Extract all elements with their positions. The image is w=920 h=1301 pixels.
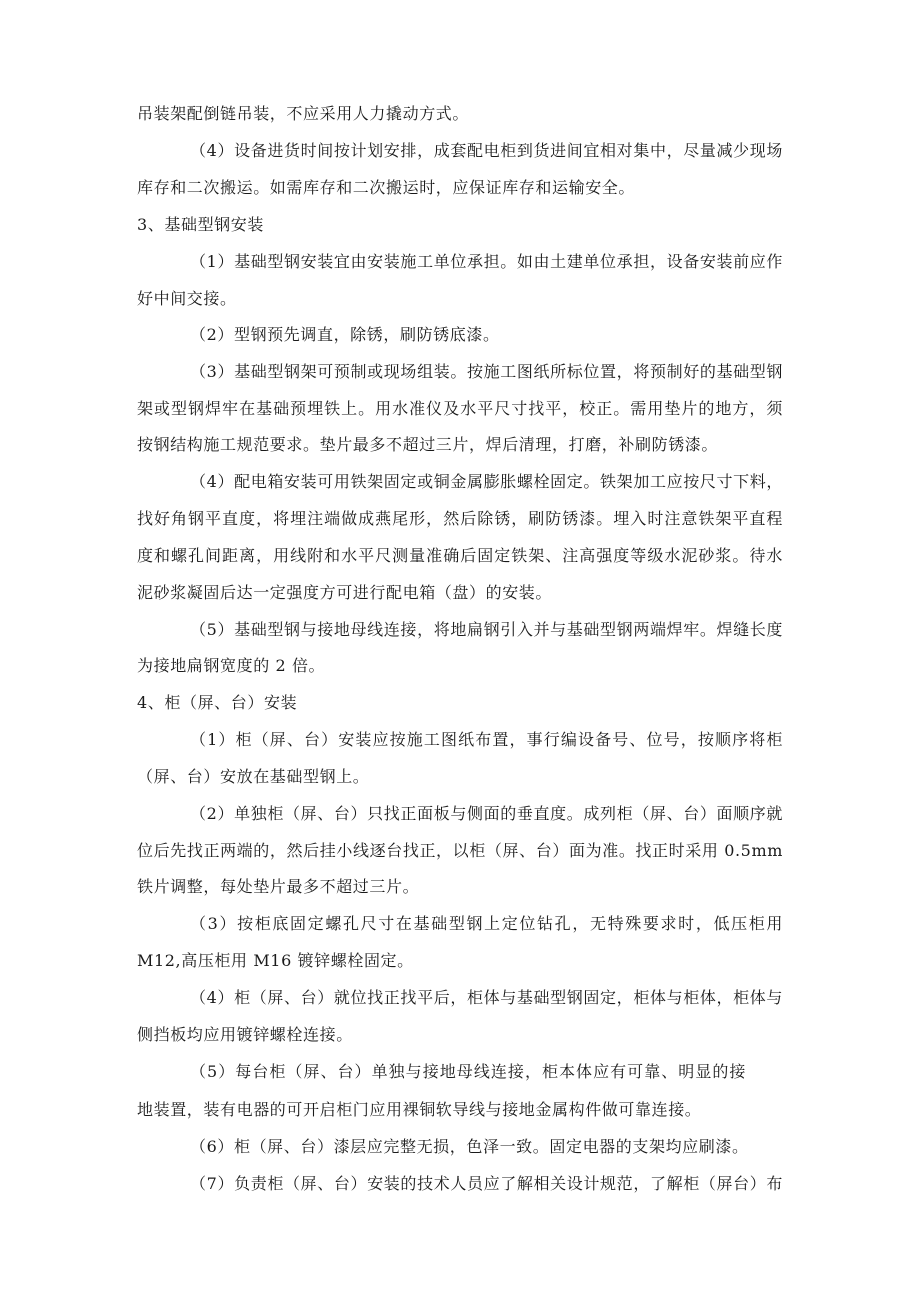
paragraph-line: （1）柜（屏、台）安装应按施工图纸布置，事行编设备号、位号，按顺序将柜 bbox=[190, 730, 783, 749]
paragraph-line: （7）负责柜（屏、台）安装的技术人员应了解相关设计规范，了解柜（屏台）布 bbox=[190, 1174, 783, 1193]
paragraph-line: （2）型钢预先调直，除锈，刷防锈底漆。 bbox=[190, 325, 500, 344]
section-heading: 4、柜（屏、台）安装 bbox=[137, 693, 298, 712]
paragraph-line: （5）每台柜（屏、台）单独与接地母线连接，柜本体应有可靠、明显的接 bbox=[190, 1062, 746, 1081]
paragraph-line: 位后先找正两端的，然后挂小线逐台找正，以柜（屏、台）面为准。找正时采用 0.5mm bbox=[137, 841, 783, 860]
paragraph-line: （4）设备进货时间按计划安排，成套配电柜到货进间宜相对集中，尽量减少现场 bbox=[190, 141, 783, 160]
paragraph-line: 泥砂浆凝固后达一定强度方可进行配电箱（盘）的安装。 bbox=[137, 583, 553, 602]
paragraph-line: 为接地扁钢宽度的 2 倍。 bbox=[137, 656, 326, 675]
paragraph-line: 度和螺孔间距离，用线附和水平尺测量准确后固定铁架、注高强度等级水泥砂浆。待水 bbox=[137, 546, 783, 565]
paragraph-line: M12,高压柜用 M16 镀锌螺栓固定。 bbox=[137, 951, 414, 970]
paragraph-line: （1）基础型钢安装宜由安装施工单位承担。如由土建单位承担，设备安装前应作 bbox=[190, 252, 783, 271]
paragraph-line: （6）柜（屏、台）漆层应完整无损，色泽一致。固定电器的支架均应刷漆。 bbox=[190, 1137, 749, 1156]
paragraph-line: 架或型钢焊牢在基础预埋铁上。用水准仪及水平尺寸找平，校正。需用垫片的地方，须 bbox=[137, 399, 783, 418]
paragraph-line: （屏、台）安放在基础型钢上。 bbox=[137, 767, 370, 786]
paragraph-line: 吊装架配倒链吊装，不应采用人力撬动方式。 bbox=[137, 104, 470, 123]
paragraph-line: 地装置，装有电器的可开启柜门应用裸铜软导线与接地金属构件做可靠连接。 bbox=[137, 1100, 702, 1119]
paragraph-line: （3）按柜底固定螺孔尺寸在基础型钢上定位钻孔，无特殊要求时，低压柜用 bbox=[190, 914, 783, 933]
paragraph-line: 侧挡板均应用镀锌螺栓连接。 bbox=[137, 1025, 353, 1044]
paragraph-line: 找好角钢平直度，将埋注端做成燕尾形，然后除锈，刷防锈漆。埋入时注意铁架平直程 bbox=[137, 509, 783, 528]
paragraph-line: （2）单独柜（屏、台）只找正面板与侧面的垂直度。成列柜（屏、台）面顺序就 bbox=[190, 804, 783, 823]
paragraph-line: （5）基础型钢与接地母线连接，将地扁钢引入并与基础型钢两端焊牢。焊缝长度 bbox=[190, 620, 783, 639]
paragraph-line: 按钢结构施工规范要求。垫片最多不超过三片，焊后清理，打磨，补刷防锈漆。 bbox=[137, 435, 719, 454]
section-heading: 3、基础型钢安装 bbox=[137, 215, 264, 234]
paragraph-line: 好中间交接。 bbox=[137, 289, 237, 308]
paragraph-line: （4）配电箱安装可用铁架固定或铜金属膨胀螺栓固定。铁架加工应按尺寸下料， bbox=[190, 472, 783, 491]
paragraph-line: （4）柜（屏、台）就位找正找平后，柜体与基础型钢固定，柜体与柜体，柜体与 bbox=[190, 988, 783, 1007]
paragraph-line: 铁片调整，每处垫片最多不超过三片。 bbox=[137, 877, 420, 896]
paragraph-line: 库存和二次搬运。如需库存和二次搬运时，应保证库存和运输安全。 bbox=[137, 178, 636, 197]
paragraph-line: （3）基础型钢架可预制或现场组装。按施工图纸所标位置，将预制好的基础型钢 bbox=[190, 362, 783, 381]
